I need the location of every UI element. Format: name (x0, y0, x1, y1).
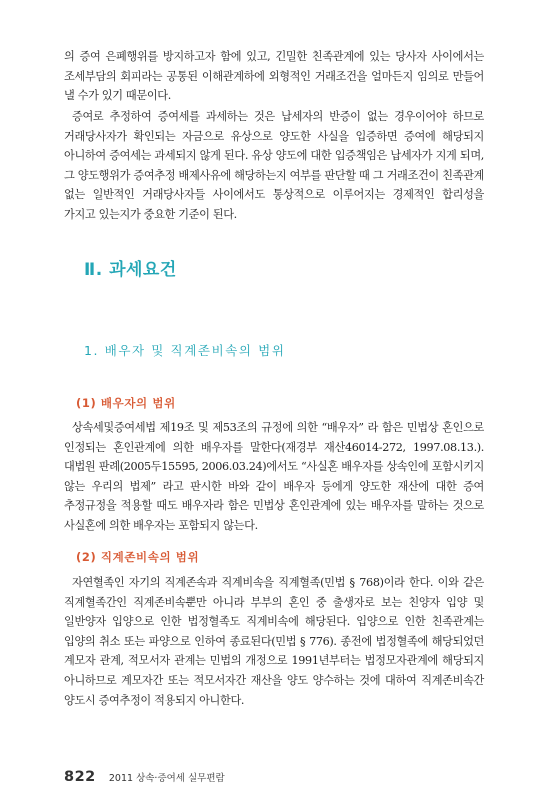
page-footer (64, 766, 225, 785)
lineal-scope-paragraph: 자연혈족인 자기의 직계존속과 직계비속을 직계혈족(민법 § 768)이라 한다. 이와 같은 직계혈족간인 직계존비속뿐만 아니라 부부의 혼인 중 출생자로 보는 친양자 입양 및 일반양자 입양으로 인한 법정혈족도 직계비속에 해당된다. 입양으로 인한 친족관계는 입양의 취소 또는 파양으로 인하여 종료된다(민법 § 776). 종전에 법정혈족에 해당되었던 계모자 관계, 적모서자 관계는 민법의 개정으로 1991년부터는 법정모자관계에 해당되지 아니하므로 계모자간 또는 적모서자간 재산을 양도 양수하는 것에 대하여 직계존비속간 양도시 증여추정이 적용되지 아니한다. (64, 576, 484, 707)
page-number: 822 (64, 769, 96, 785)
intro-paragraph-2: 증여로 추정하여 증여세를 과세하는 것은 납세자의 반증이 없는 경우이어야 하므로 거래당사자가 확인되는 자금으로 유상으로 양도한 사실을 입증하면 증여에 해당되지 아니하여 증여세는 과세되지 않게 된다. 유상 양도에 대한 입증책임은 납세자가 지게 되며, 그 양도행위가 증여추정 배제사유에 해당하는지 여부를 판단할 때 그 거래조건이 친족관계 없는 일반적인 거래당사자들 사이에서도 통상적으로 이루어지는 경제적인 합리성을 가지고 있는지가 중요한 기준이 된다. (64, 110, 484, 221)
lineal-scope-heading: (2) 직계존비속의 범위 (76, 550, 200, 564)
spouse-scope-paragraph: 상속세및증여세법 제19조 및 제53조의 규정에 의한 “배우자” 라 함은 민법상 혼인으로 인정되는 혼인관계에 의한 배우자를 말한다(재경부 재산46014-272, 1997.08.13.). 대법원 판례(2005두15595, 2006.03.24)에서도 “사실혼 배우자를 상속인에 포함시키지 않는 우리의 법제” 라고 판시한 바와 같이 배우자 등에게 양도한 재산에 대한 증여 추정규정을 적용할 때도 배우자라 함은 민법상 혼인관계에 있는 배우자를 말하는 것으로 사실혼에 의한 배우자는 포함되지 않는다. (64, 421, 484, 532)
spouse-scope-heading: (1) 배우자의 범위 (76, 396, 176, 410)
intro-paragraph-1: 의 증여 은폐행위를 방지하고자 함에 있고, 긴밀한 친족관계에 있는 당사자 사이에서는 조세부담의 회피라는 공통된 이해관계하에 외형적인 거래조건을 얼마든지 임의로 만들어 낼 수가 있기 때문이다. (64, 50, 484, 103)
subsection-title: 1. 배우자 및 직계존비속의 범위 (84, 343, 286, 358)
book-title: 2011 상속·증여세 실무편람 (108, 773, 225, 784)
section-title: Ⅱ. 과세요건 (84, 260, 177, 280)
